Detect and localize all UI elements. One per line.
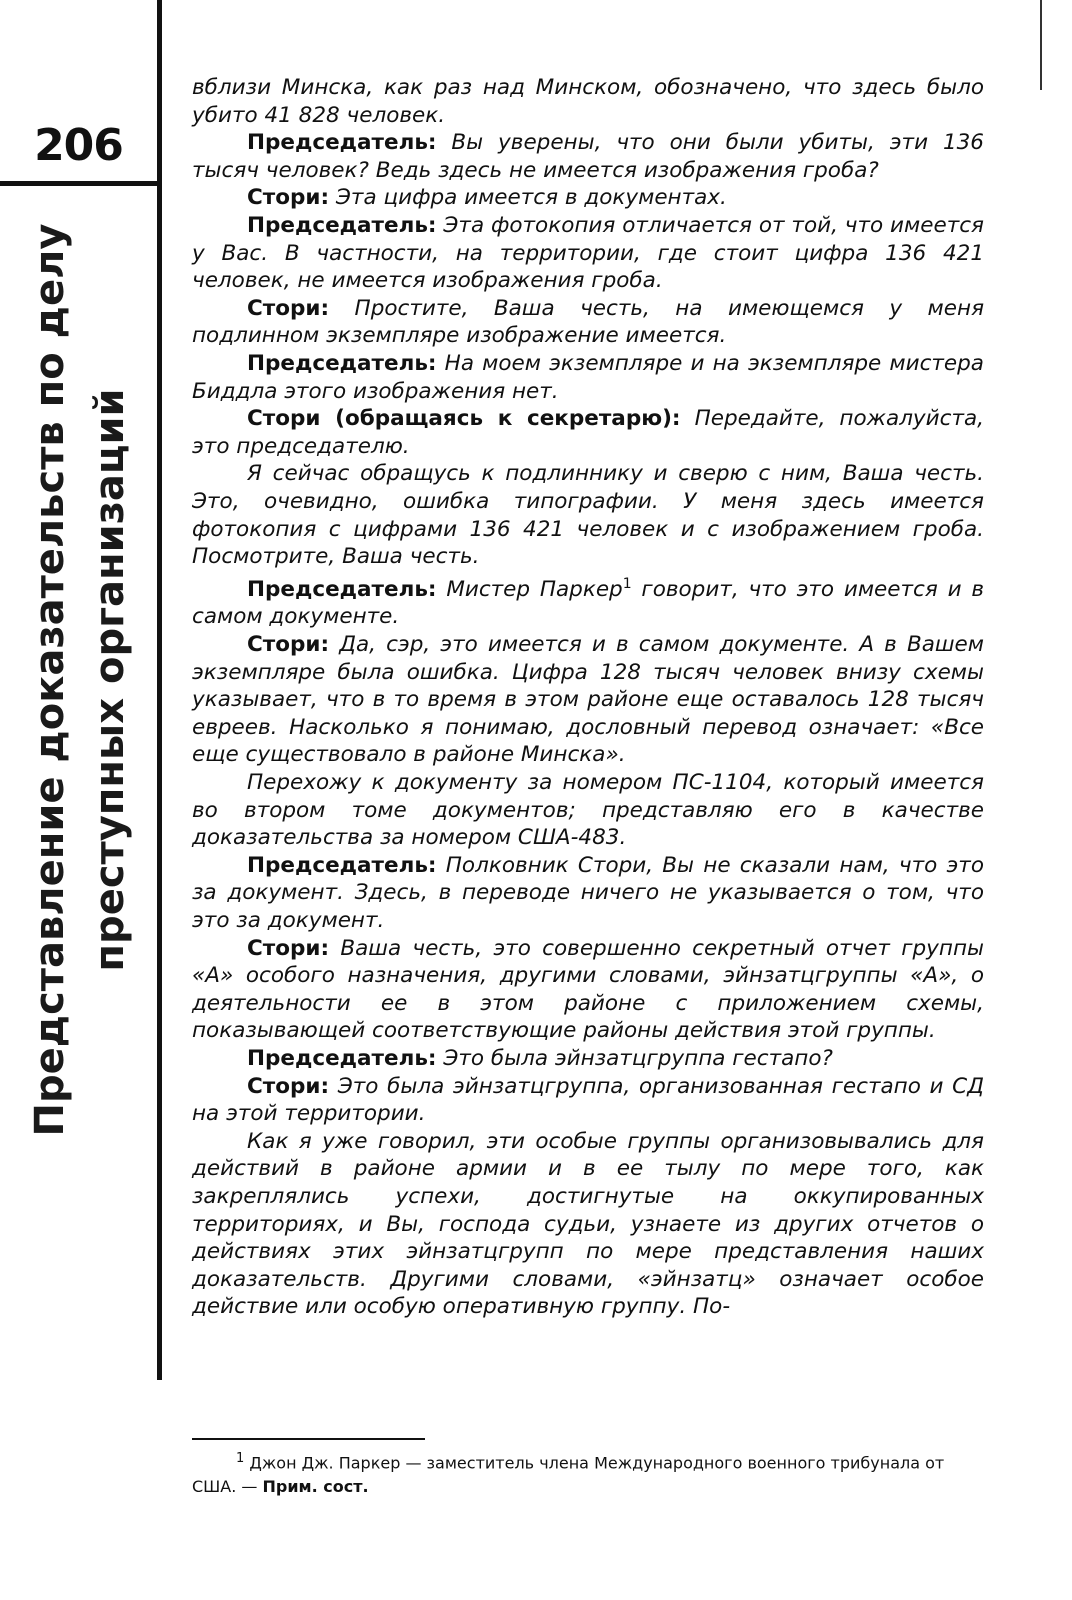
paragraph: Председатель: На моем экземпляре и на экземпляре мистера Биддла этого изображения нет. bbox=[192, 350, 984, 404]
footnote-text: Джон Дж. Паркер — заместитель члена Международного военного трибунала от США. — bbox=[192, 1453, 945, 1497]
speaker-label: Стори: bbox=[247, 1073, 330, 1099]
paragraph: Стори (обращаясь к секретарю): Передайте, пожалуйста, это председателю. bbox=[192, 406, 984, 459]
footnote-rule bbox=[192, 1438, 425, 1440]
footnote-marker: 1 bbox=[236, 1451, 245, 1466]
paragraph: Стори: Эта цифра имеется в документах. bbox=[247, 185, 727, 211]
footnote-note-label: Прим. сост. bbox=[262, 1477, 369, 1497]
page-number: 206 bbox=[34, 120, 123, 171]
paragraph: Председатель: Мистер Паркер$^1$ говорит, что это имеется и в самом документе. bbox=[192, 575, 984, 630]
speaker-label: Председатель: bbox=[247, 1045, 437, 1071]
speaker-label: Стори: bbox=[247, 295, 330, 321]
paragraph: Стори: Да, сэр, это имеется и в самом документе. А в Вашем экземпляре была ошибка. Цифра 128 тысяч человек внизу схемы указывает, что в то время в этом районе еще оставалось 128 тысяч евреев. Насколько я понимаю, дословный перевод означает: «Все еще существовало в районе Минска». bbox=[192, 632, 984, 768]
speaker-label: Председатель: bbox=[247, 212, 437, 238]
speaker-label: Председатель: bbox=[247, 576, 437, 602]
footnote bbox=[192, 1447, 992, 1499]
running-title-line2: преступных организаций bbox=[87, 388, 133, 972]
body-text bbox=[192, 74, 984, 1321]
speaker-label: Стори (обращаясь к секретарю): bbox=[247, 406, 681, 432]
running-title-line1: Представление доказательств по делу bbox=[27, 223, 73, 1137]
speaker-label: Председатель: bbox=[247, 350, 437, 376]
paragraph: Как я уже говорил, эти особые группы организовывались для действий в районе армии и в ее тылу по мере того, как закреплялись успехи, достигнутые на оккупированных территориях, и Вы, господа судьи, узнаете из других отчетов о действиях этих эйнзатцгрупп по мере представления наших доказательств. Другими словами, «эйнзатц» означает особое действие или особую оперативную группу. По- bbox=[192, 1128, 984, 1320]
paragraph: Я сейчас обращусь к подлиннику и сверю с ним, Ваша честь. Это, очевидно, ошибка типографии. У меня здесь имеется фотокопия с цифрами 136 421 человек и с изображением гроба. Посмотрите, Ваша честь. bbox=[192, 461, 984, 570]
paragraph: Стори: Это была эйнзатцгруппа, организованная гестапо и СД на этой территории. bbox=[192, 1073, 984, 1127]
speaker-label: Стори: bbox=[247, 935, 330, 961]
paragraph: Председатель: Это была эйнзатцгруппа гестапо? bbox=[247, 1045, 833, 1071]
speaker-label: Председатель: bbox=[247, 852, 437, 878]
paragraph: Председатель: Полковник Стори, Вы не сказали нам, что это за документ. Здесь, в переводе ничего не указывается о том, что это за документ. bbox=[192, 852, 984, 933]
paragraph: Стори: Ваша честь, это совершенно секретный отчет группы «А» особого назначения, другими словами, эйнзатцгруппы «А», о деятельности ее в этом районе с приложением схемы, показывающей соответствующие районы действия этой группы. bbox=[192, 935, 984, 1044]
paragraph: Председатель: Эта фотокопия отличается от той, что имеется у Вас. В частности, на территории, где стоит цифра 136 421 человек, не имеется изображения гроба. bbox=[192, 212, 984, 294]
paragraph: Перехожу к документу за номером ПС-1104, который имеется во втором томе документов; представляю его в качестве доказательства за номером США-483. bbox=[192, 770, 984, 851]
paragraph: вблизи Минска, как раз над Минском, обозначено, что здесь было убито 41 828 человек. bbox=[192, 75, 984, 128]
footnote-reference: 1 bbox=[622, 575, 632, 592]
running-title bbox=[20, 30, 140, 1330]
edge-mark bbox=[1040, 0, 1042, 90]
paragraph: Стори: Простите, Ваша честь, на имеющемся у меня подлинном экземпляре изображение имеется. bbox=[192, 295, 984, 349]
speaker-label: Стори: bbox=[247, 632, 330, 658]
speaker-label: Стори: bbox=[247, 185, 330, 211]
paragraph: Председатель: Вы уверены, что они были убиты, эти 136 тысяч человек? Ведь здесь не имеется изображения гроба? bbox=[192, 130, 984, 183]
speaker-label: Председатель: bbox=[247, 130, 437, 156]
margin-rule bbox=[157, 0, 162, 1380]
